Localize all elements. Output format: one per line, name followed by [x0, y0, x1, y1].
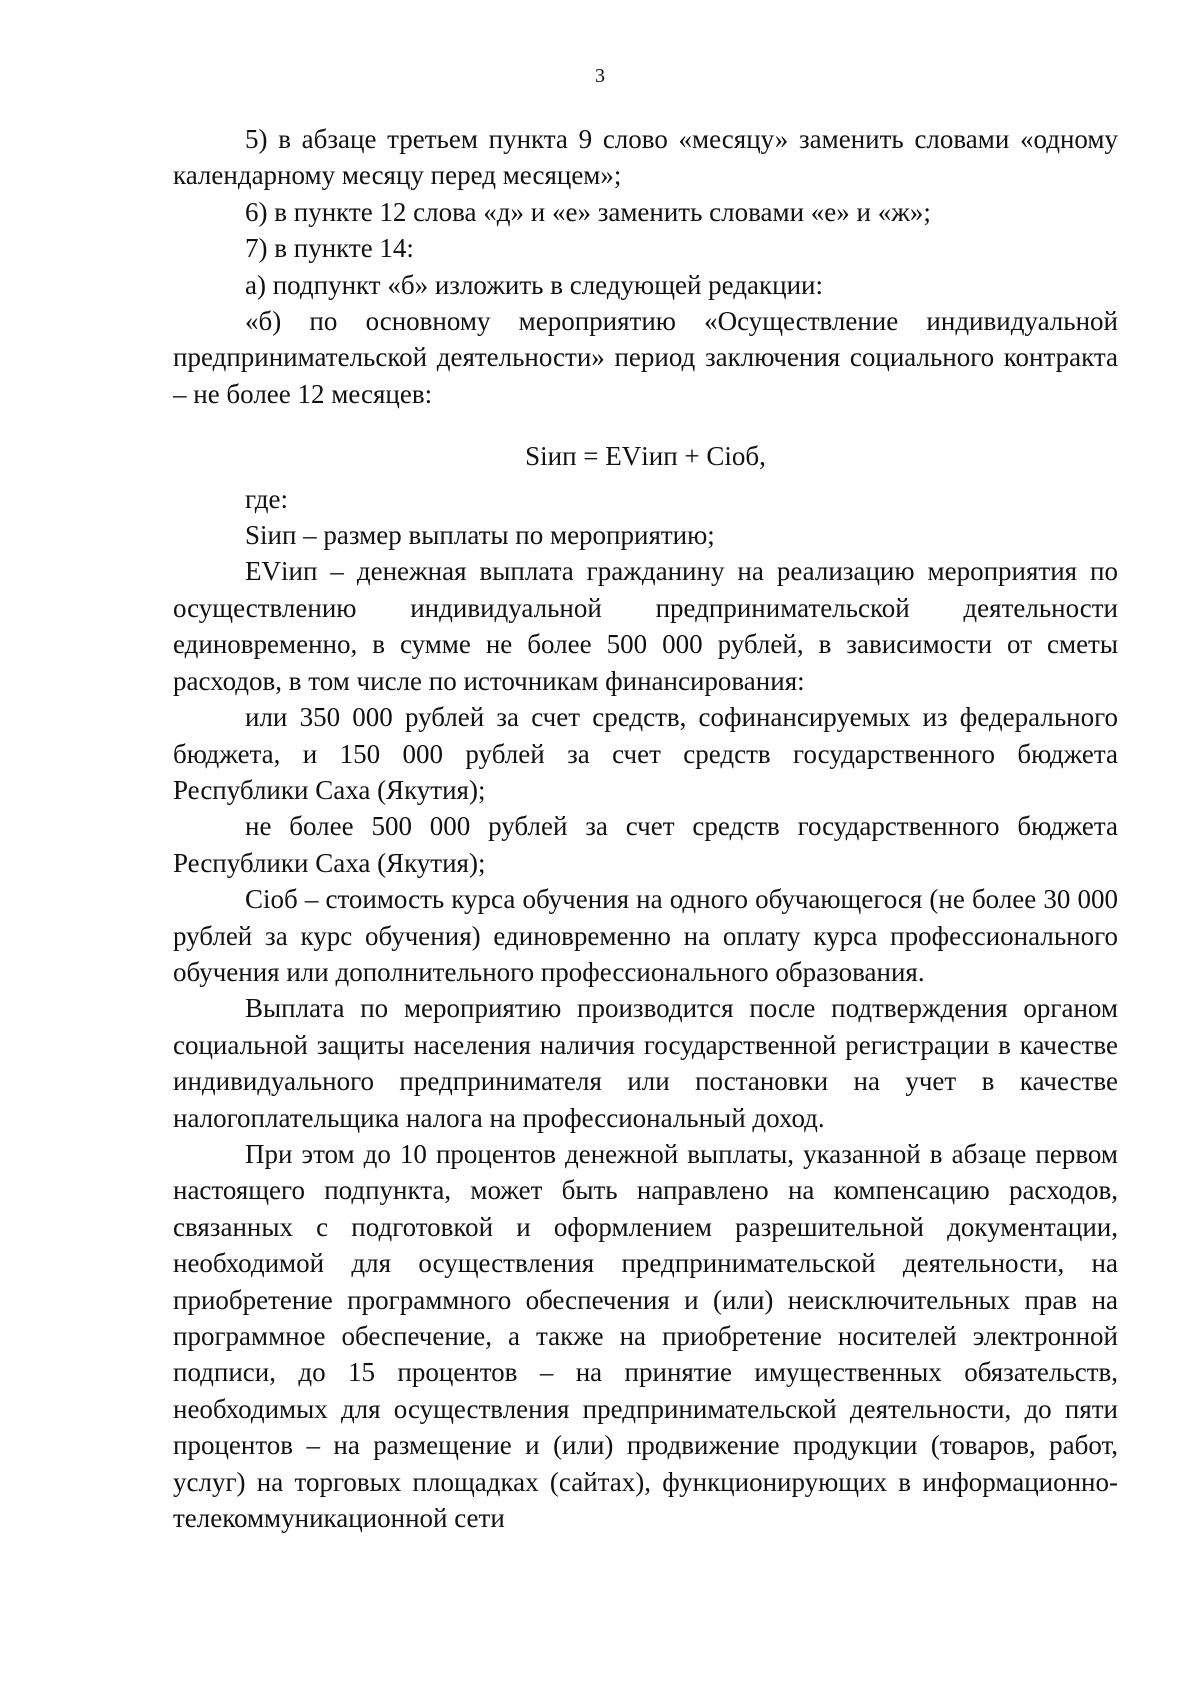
paragraph-subitem-b-text: «б) по основному мероприятию «Осуществление индивидуальной предпринимательской деятельности» период заключения социального контракта – не более 12 месяцев:	[173, 306, 1118, 409]
paragraph-where: где:	[245, 483, 288, 514]
paragraph-financing-option-1: или 350 000 рублей за счет средств, софинансируемых из федерального бюджета, и 150 000 рублей за счет средств государственного бюджета Республики Саха (Якутия);	[173, 702, 1118, 805]
paragraph-item-6: 6) в пункте 12 слова «д» и «е» заменить словами «е» и «ж»;	[245, 196, 931, 227]
paragraph-expense-limits: При этом до 10 процентов денежной выплаты, указанной в абзаце первом настоящего подпункта, может быть направлено на компенсацию расходов, связанных с подготовкой и оформлением разрешительной документации, необходимой для осуществления предпринимательской деятельности, на приобретение программного обеспечения и (или) неисключительных прав на программное обеспечение, а также на приобретение носителей электронной подписи, до 15 процентов – на принятие имущественных обязательств, необходимых для осуществления предпринимательской деятельности, до пяти процентов – на размещение и (или) продвижение продукции (товаров, работ, услуг) на торговых площадках (сайтах), функционирующих в информационно-телекоммуникационной сети	[173, 1138, 1118, 1534]
page-number: 3	[595, 65, 605, 87]
paragraph-item-5: 5) в абзаце третьем пункта 9 слово «месяцу» заменить словами «одному календарному месяцу перед месяцем»;	[173, 124, 1118, 191]
paragraph-definition-eviip: EVіип – денежная выплата гражданину на реализацию мероприятия по осуществлению индивидуальной предпринимательской деятельности единовременно, в сумме не более 500 000 рублей, в зависимости от сметы расходов, в том числе по источникам финансирования:	[173, 556, 1118, 696]
paragraph-subitem-a: а) подпункт «б» изложить в следующей редакции:	[245, 269, 823, 300]
paragraph-item-7: 7) в пункте 14:	[245, 233, 414, 264]
paragraph-definition-ciob: Сіоб – стоимость курса обучения на одного обучающегося (не более 30 000 рублей за курс обучения) единовременно на оплату курса профессионального обучения или дополнительного профессионального образования.	[173, 884, 1118, 987]
paragraph-payment-conditions: Выплата по мероприятию производится после подтверждения органом социальной защиты населения наличия государственной регистрации в качестве индивидуального предпринимателя или постановки на учет в качестве налогоплательщика налога на профессиональный доход.	[173, 993, 1118, 1133]
paragraph-financing-option-2: не более 500 000 рублей за счет средств государственного бюджета Республики Саха (Якутия);	[173, 811, 1118, 878]
document-body	[173, 121, 1118, 1536]
formula: Sіип = EVіип + Сіоб,	[525, 441, 766, 472]
paragraph-definition-siip: Sіип – размер выплаты по мероприятию;	[245, 520, 715, 551]
